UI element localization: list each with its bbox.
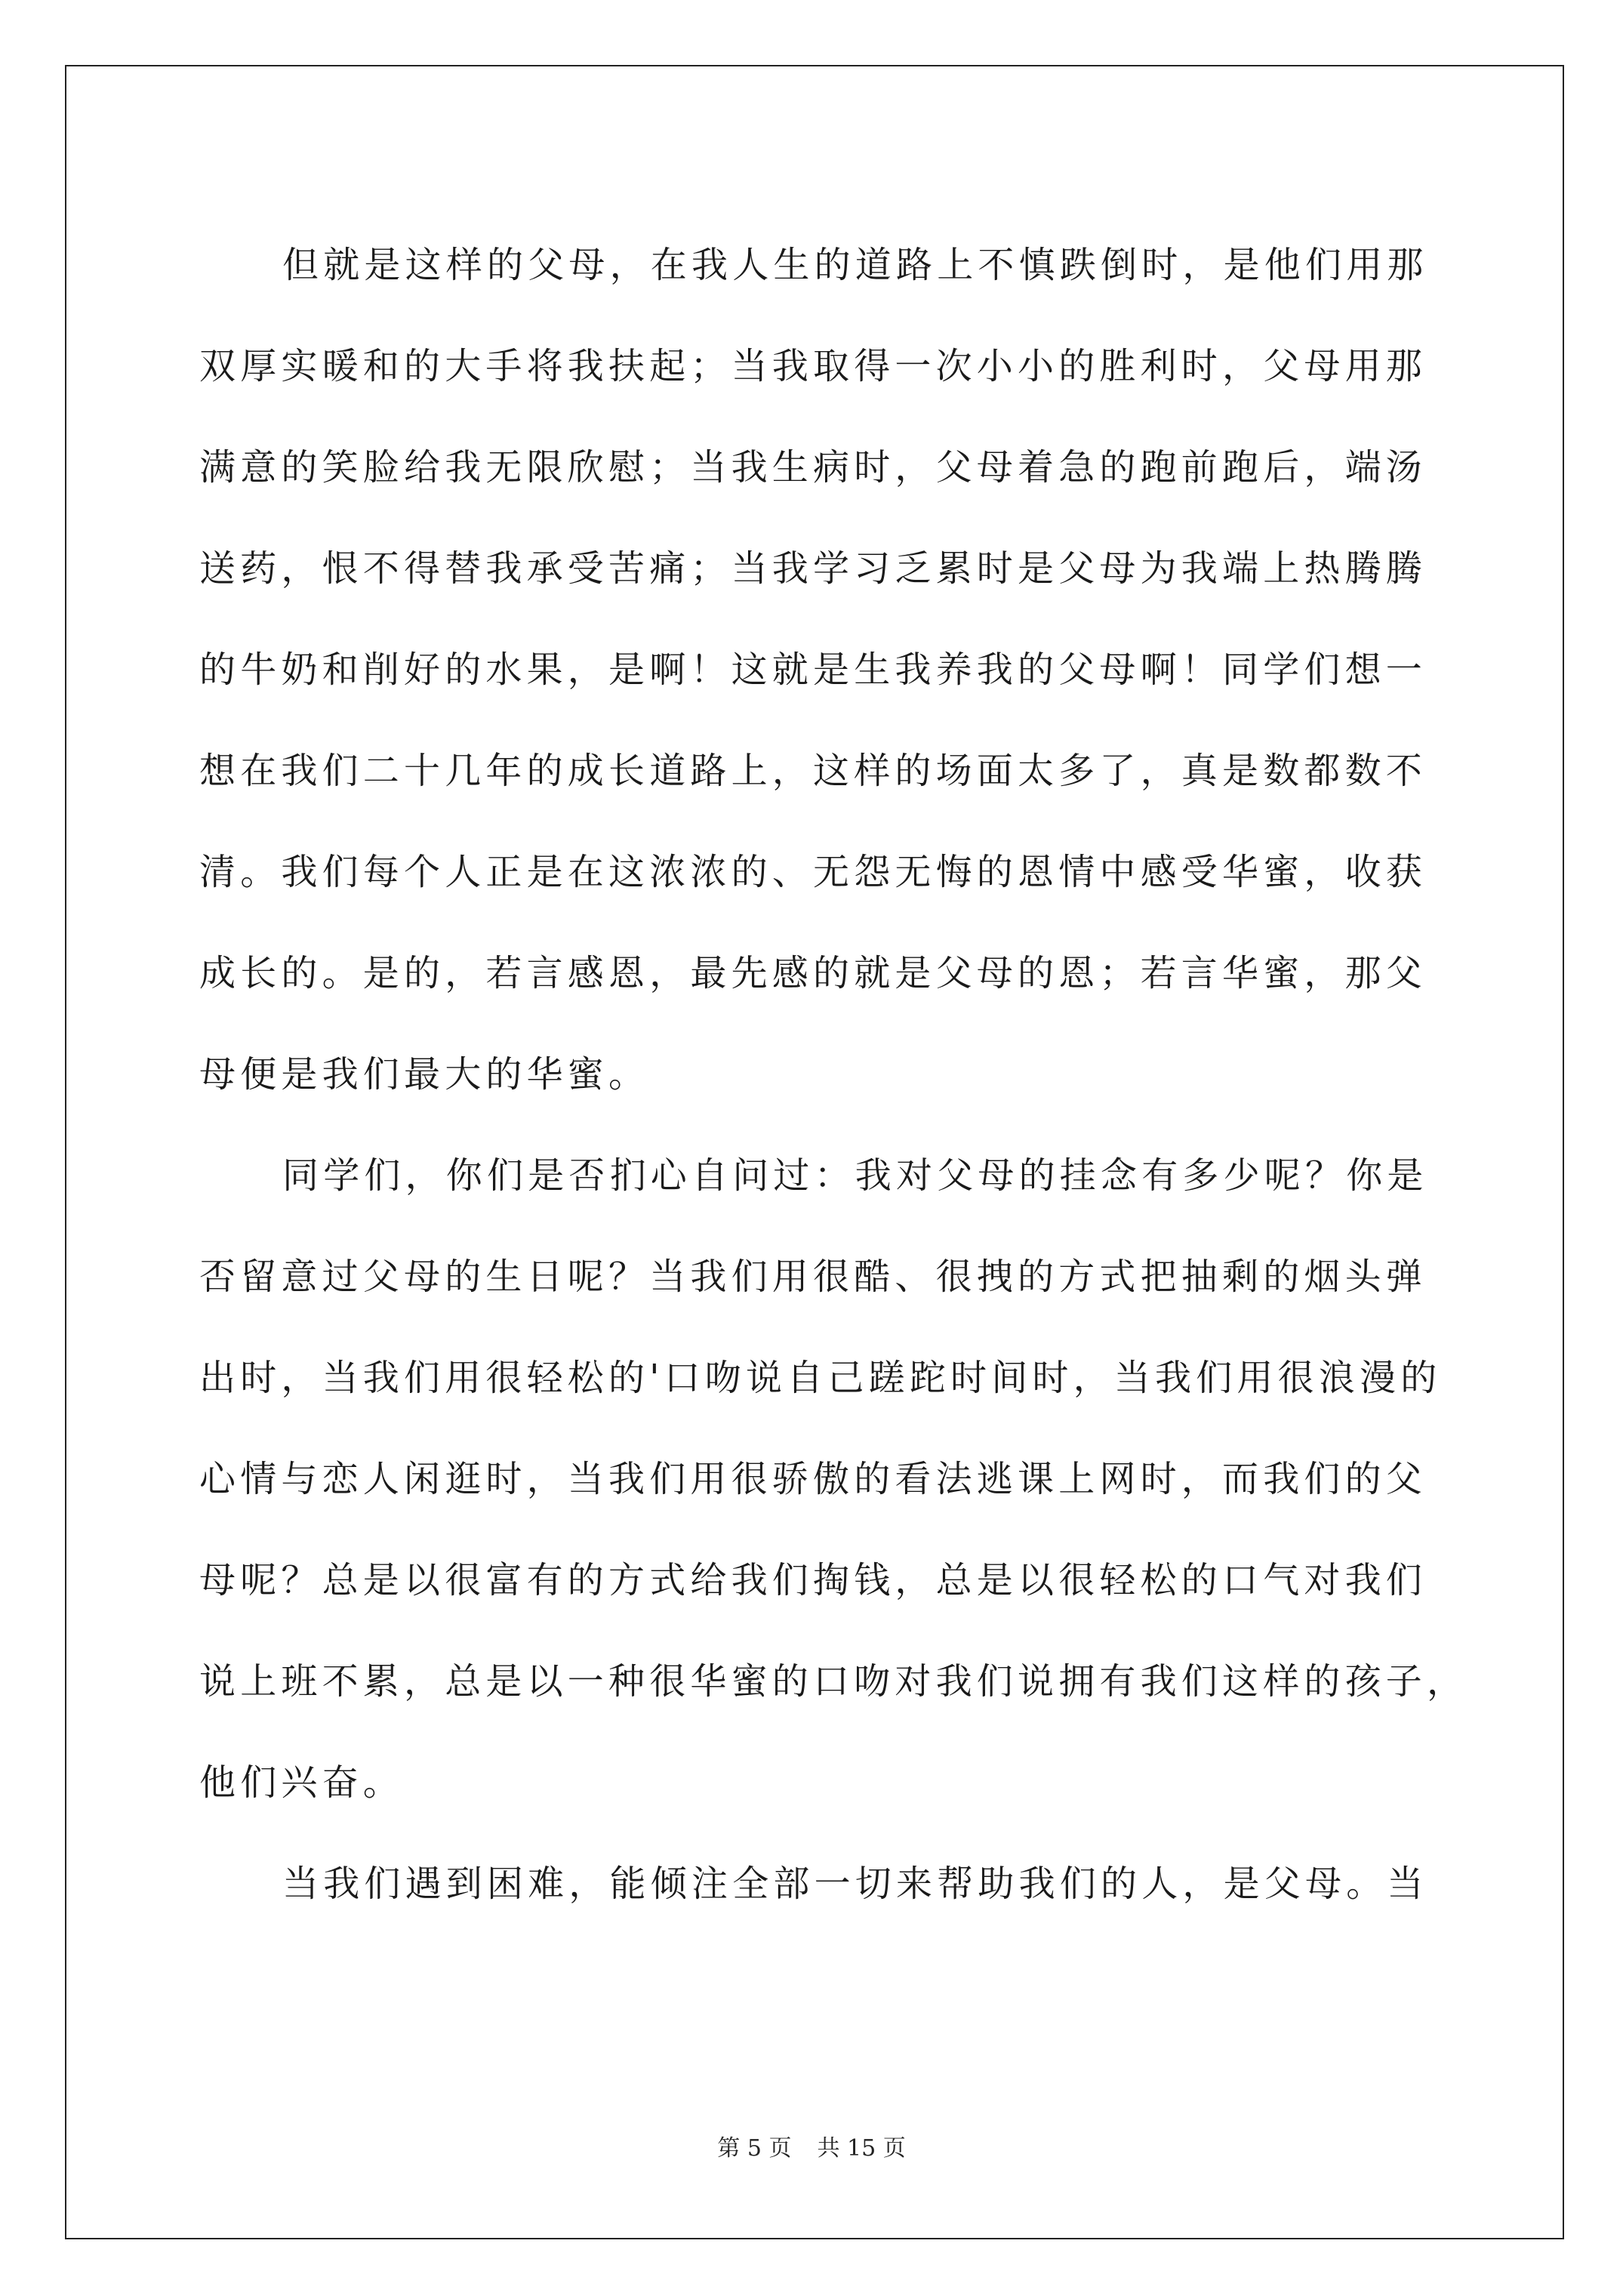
text-line: 当我们遇到困难，能倾注全部一切来帮助我们的人，是父母。当 <box>282 1863 1428 1905</box>
text-line: 想在我们二十几年的成长道路上，这样的场面太多了，真是数都数不 <box>199 750 1427 792</box>
text-line: 母呢？总是以很富有的方式给我们掏钱，总是以很轻松的口气对我们 <box>199 1559 1427 1601</box>
text-line: 的牛奶和削好的水果，是啊！这就是生我养我的父母啊！同学们想一 <box>199 649 1427 691</box>
page-number: 第 5 页 <box>717 2135 792 2162</box>
text-line: 双厚实暖和的大手将我扶起；当我取得一次小小的胜利时，父母用那 <box>199 345 1427 387</box>
text-line: 说上班不累，总是以一种很华蜜的口吻对我们说拥有我们这样的孩子， <box>199 1660 1468 1703</box>
text-line: 送药，恨不得替我承受苦痛；当我学习乏累时是父母为我端上热腾腾 <box>199 547 1427 590</box>
text-line: 但就是这样的父母，在我人生的道路上不慎跌倒时，是他们用那 <box>282 244 1428 286</box>
text-line: 清。我们每个人正是在这浓浓的、无怨无悔的恩情中感受华蜜，收获 <box>199 851 1427 893</box>
text-line: 他们兴奋。 <box>199 1761 405 1804</box>
text-line: 否留意过父母的生日呢？当我们用很酷、很拽的方式把抽剩的烟头弹 <box>199 1256 1427 1298</box>
text-line: 同学们，你们是否扪心自问过：我对父母的挂念有多少呢？你是 <box>282 1154 1428 1197</box>
body-text <box>199 214 1468 1934</box>
text-line: 母便是我们最大的华蜜。 <box>199 1053 650 1096</box>
text-line: 出时，当我们用很轻松的'口吻说自己蹉跎时间时，当我们用很浪漫的 <box>199 1357 1442 1399</box>
text-line: 满意的笑脸给我无限欣慰；当我生病时，父母着急的跑前跑后，端汤 <box>199 446 1427 488</box>
text-line: 成长的。是的，若言感恩，最先感的就是父母的恩；若言华蜜，那父 <box>199 952 1427 994</box>
page-footer <box>0 2129 1623 2162</box>
page-total: 共 15 页 <box>817 2135 906 2162</box>
text-line: 心情与恋人闲逛时，当我们用很骄傲的看法逃课上网时，而我们的父 <box>199 1458 1427 1500</box>
